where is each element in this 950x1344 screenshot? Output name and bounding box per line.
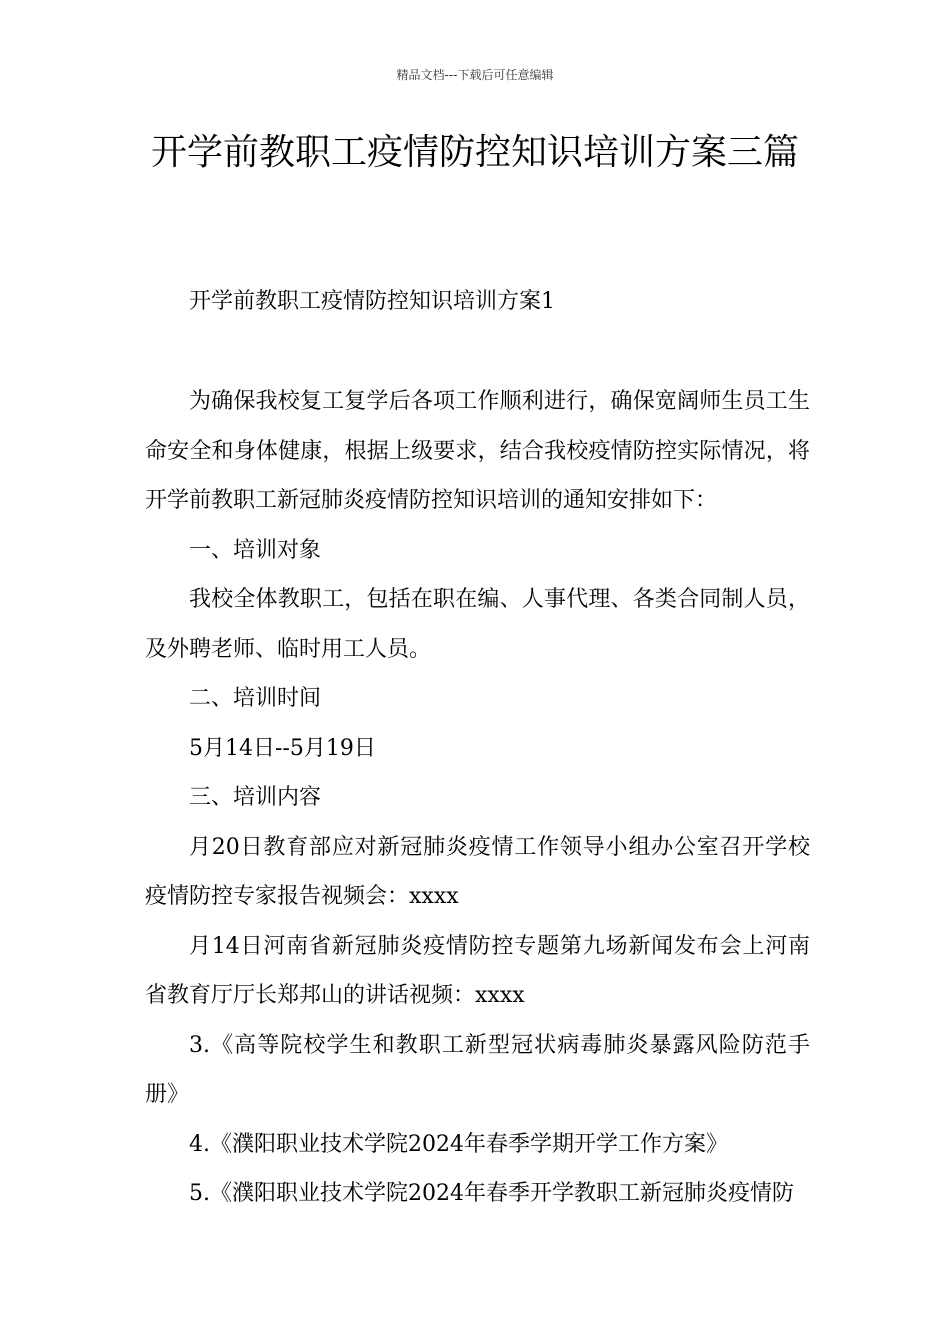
paragraph-training-time: 5月14日--5月19日 (189, 735, 376, 761)
body-text (145, 377, 810, 1219)
header-note: 精品文档---下载后可任意编辑 (396, 68, 554, 82)
heading-training-target: 一、培训对象 (189, 537, 322, 563)
list-item-content-1: 月20日教育部应对新冠肺炎疫情工作领导小组办公室召开学校疫情防控专家报告视频会：xxxx (145, 834, 810, 909)
heading-training-content: 三、培训内容 (189, 785, 322, 810)
list-item-content-2: 月14日河南省新冠肺炎疫情防控专题第九场新闻发布会上河南省教育厅厅长郑邦山的讲话视频：xxxx (145, 933, 810, 1008)
list-item-content-3: 3.《高等院校学生和教职工新型冠状病毒肺炎暴露风险防范手册》 (145, 1032, 810, 1107)
heading-training-time: 二、培训时间 (189, 686, 322, 711)
list-item-content-5: 5.《濮阳职业技术学院2024年春季开学教职工新冠肺炎疫情防 (189, 1181, 794, 1206)
paragraph-intro: 为确保我校复工复学后各项工作顺利进行，确保宽阔师生员工生命安全和身体健康，根据上级要求，结合我校疫情防控实际情况，将开学前教职工新冠肺炎疫情防控知识培训的通知安排如下： (145, 389, 810, 513)
section-subtitle: 开学前教职工疫情防控知识培训方案1 (189, 289, 555, 314)
document-title: 开学前教职工疫情防控知识培训方案三篇 (150, 132, 799, 173)
list-item-content-4: 4.《濮阳职业技术学院2024年春季学期开学工作方案》 (189, 1131, 728, 1157)
paragraph-training-target: 我校全体教职工，包括在职在编、人事代理、各类合同制人员，及外聘老师、临时用工人员。 (145, 587, 810, 662)
